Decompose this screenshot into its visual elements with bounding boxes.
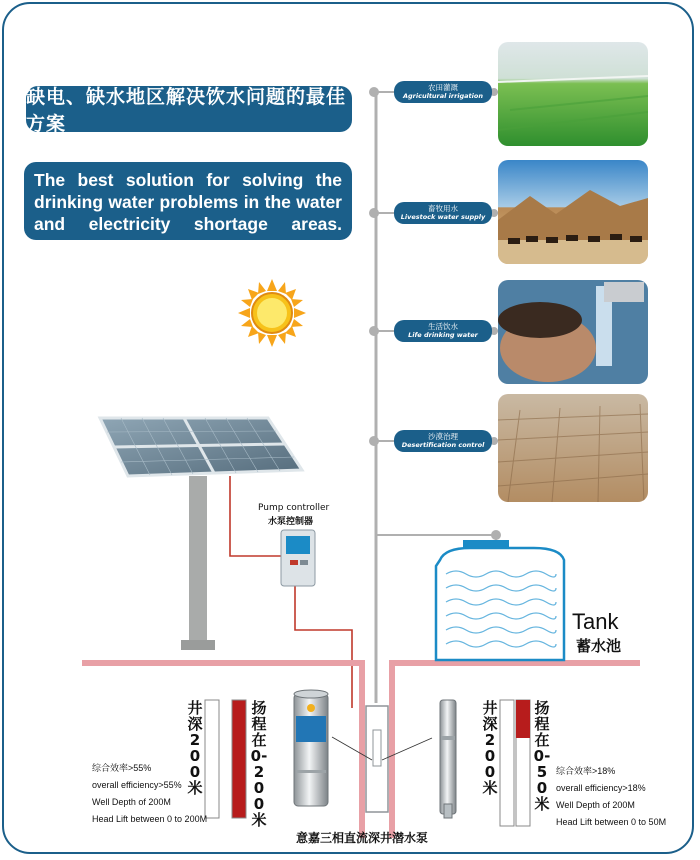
pump-controller-label-en: Pump controller <box>258 503 330 513</box>
app-label-life-drinking-water <box>394 320 492 342</box>
app-label-cn: 畜牧用水 <box>428 204 458 213</box>
pump-three-phase-left <box>294 690 328 806</box>
left-spec-text <box>92 760 207 828</box>
app-label-cn: 沙漠治理 <box>428 432 458 441</box>
pump-slim-right <box>440 700 456 818</box>
spec-line: Well Depth of 200M <box>556 800 635 810</box>
left-head-lift-label: 扬程在0-200米 <box>250 699 268 829</box>
app-label-en: Livestock water supply <box>400 213 486 221</box>
spec-line: 综合效率>55% <box>92 763 152 773</box>
branch-connectors <box>370 88 500 545</box>
spec-line: Head Lift between 0 to 50M <box>556 817 667 827</box>
water-tank <box>436 540 564 660</box>
wire-controller-to-pump <box>295 586 352 708</box>
well-depth-bar-right <box>500 700 530 826</box>
app-label-desertification-control <box>394 430 492 452</box>
app-label-cn: 生活饮水 <box>428 322 458 331</box>
spec-line: 综合效率>18% <box>556 766 616 776</box>
solar-panel <box>100 418 302 476</box>
spec-line: overall efficiency>18% <box>556 783 646 793</box>
spec-line: Head Lift between 0 to 200M <box>92 814 208 824</box>
photo-livestock-water-supply <box>498 160 648 264</box>
headline-english: The best solution for solving the drinking water problems in the water and electricity shortage areas. <box>24 162 352 240</box>
tank-label-en: Tank <box>572 609 619 634</box>
photo-desertification-control <box>498 394 648 502</box>
photo-life-drinking-water <box>498 280 648 384</box>
app-label-livestock-water-supply <box>394 202 492 224</box>
bottom-caption: 意嘉三相直流深井潜水泵 <box>296 831 429 845</box>
solar-pole <box>181 476 215 650</box>
sun-icon <box>238 279 306 347</box>
app-label-en: Agricultural irrigation <box>403 92 483 100</box>
app-label-agricultural-irrigation <box>394 81 492 103</box>
app-label-cn: 农田灌溉 <box>428 83 458 92</box>
right-spec-text <box>556 763 666 831</box>
pump-controller-label-cn: 水泵控制器 <box>268 517 314 527</box>
spec-line: overall efficiency>55% <box>92 780 182 790</box>
app-label-en: Life drinking water <box>408 331 478 339</box>
pump-controller <box>281 530 315 586</box>
right-head-lift-label: 扬程在0-50米 <box>533 699 551 813</box>
spec-line: Well Depth of 200M <box>92 797 171 807</box>
left-well-depth-label: 井深200米 <box>187 699 203 797</box>
well-depth-bar-left <box>205 700 246 818</box>
headline-chinese: 缺电、缺水地区解决饮水问题的最佳方案 <box>26 86 352 132</box>
app-label-en: Desertification control <box>401 441 485 449</box>
right-well-depth-label: 井深200米 <box>482 699 498 797</box>
photo-agricultural-irrigation <box>498 42 648 146</box>
tank-label-cn: 蓄水池 <box>576 637 622 655</box>
